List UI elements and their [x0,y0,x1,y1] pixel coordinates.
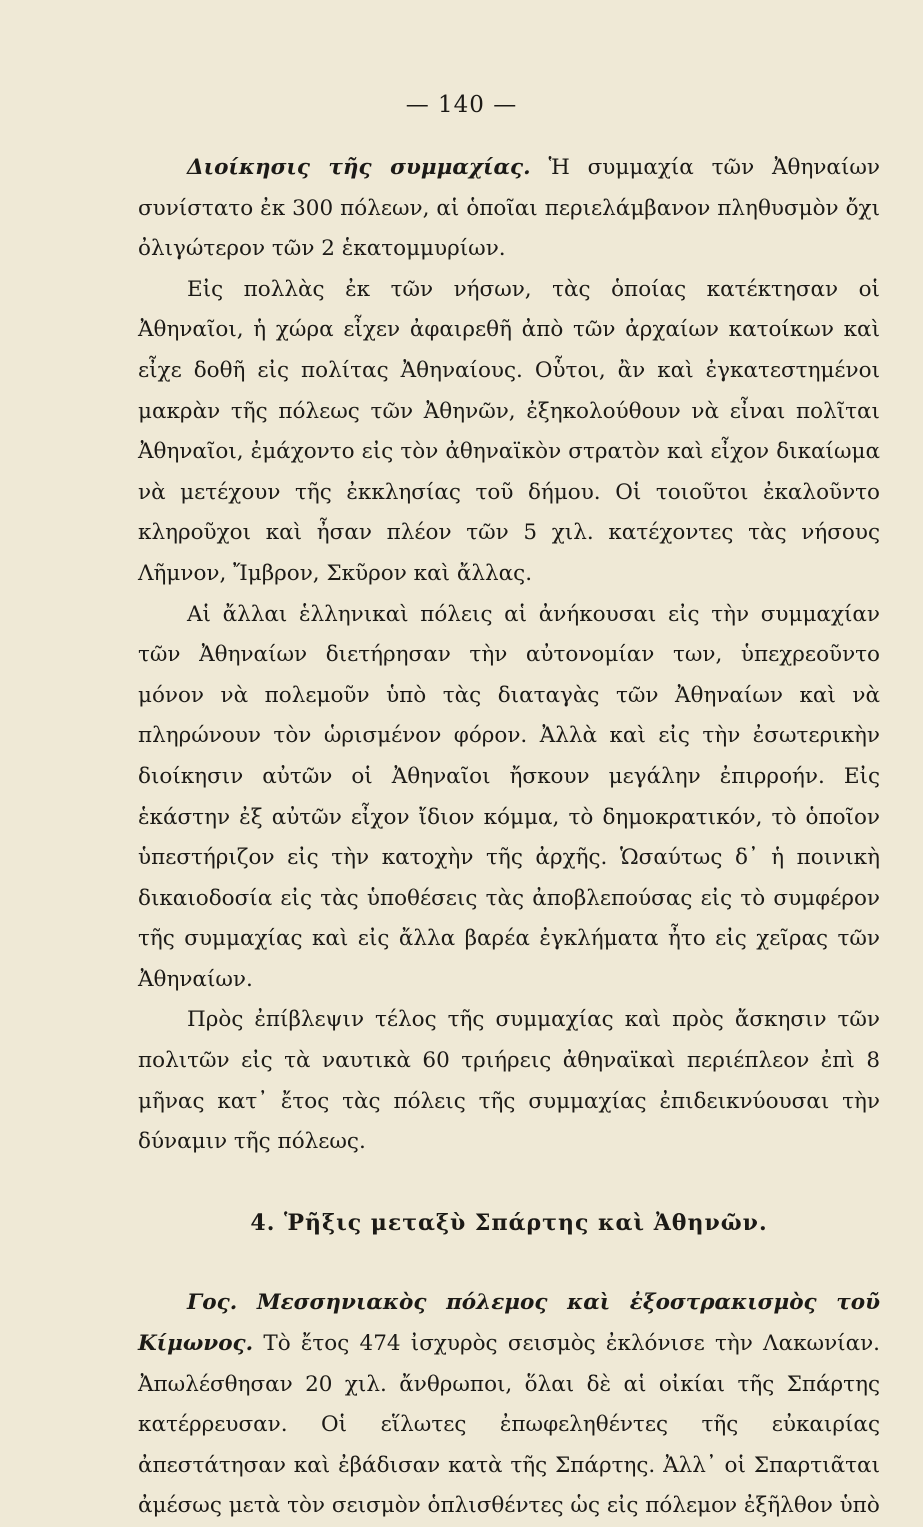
section-heading: 4. Ῥῆξις μεταξὺ Σπάρτης καὶ Ἀθηνῶν. [250,1209,768,1236]
paragraph-fleet: Πρὸς ἐπίβλεψιν τέλος τῆς συμμαχίας καὶ πρὸς ἄσκησιν τῶν πολιτῶν εἰς τὰ ναυτικὰ 60 τριήρεις ἀθηναϊκαὶ περιέπλεον ἐπὶ 8 μῆνας κατ᾽ ἔτος τὰς πόλεις τῆς συμμαχίας ἐπιδεικνύουσαι τὴν δύναμιν τῆς πόλεως. [138,1007,880,1155]
paragraph-text: Ἡ συμμαχία τῶν Ἀθηναίων συνίστατο ἐκ 300 πόλεων, αἱ ὁποῖαι περιελάμβανον πληθυσμὸν ὄχι ὀλιγώτερον τῶν 2 ἑκατομμυρίων. [138,155,880,262]
page-body [138,148,880,1527]
page-number: — 140 — [405,92,518,118]
run-in-title: Γος. Μεσσηνιακὸς πόλεμος καὶ ἐξοστρακισμὸς τοῦ Κίμωνος. [138,1290,880,1357]
paragraph-allied-cities: Αἱ ἄλλαι ἑλληνικαὶ πόλεις αἱ ἀνήκουσαι εἰς τὴν συμμαχίαν τῶν Ἀθηναίων διετήρησαν τὴν αὐτονομίαν των, ὑπεχρεοῦντο μόνον νὰ πολεμοῦν ὑπὸ τὰς διαταγὰς τῶν Ἀθηναίων καὶ νὰ πληρώνουν τὸν ὡρισμένον φόρον. Ἀλλὰ καὶ εἰς τὴν ἐσωτερικὴν διοίκησιν αὐτῶν οἱ Ἀθηναῖοι ἤσκουν μεγάλην ἐπιρροήν. Εἰς ἑκάστην ἐξ αὐτῶν εἶχον ἴδιον κόμμα, τὸ δημοκρατικόν, τὸ ὁποῖον ὑπεστήριζον εἰς τὴν κατοχὴν τῆς ἀρχῆς. Ὡσαύτως δ᾽ ἡ ποινικὴ δικαιοδοσία εἰς τὰς ὑποθέσεις τὰς ἀποβλεπούσας εἰς τὸ συμφέρον τῆς συμμαχίας καὶ εἰς ἄλλα βαρέα ἐγκλήματα ἦτο εἰς χεῖρας τῶν Ἀθηναίων. [138,601,880,992]
paragraph-administration [138,148,880,270]
paragraph-text: Τὸ ἔτος 474 ἰσχυρὸς σεισμὸς ἐκλόνισε τὴν Λακωνίαν. Ἀπωλέσθησαν 20 χιλ. ἄνθρωποι, ὅλαι δὲ αἱ οἰκίαι τῆς Σπάρτης κατέρρευσαν. Οἱ εἵλωτες ἐπωφεληθέντες τῆς εὐκαιρίας ἀπεστάτησαν καὶ ἐβάδισαν κατὰ τῆς Σπάρτης. Ἀλλ᾽ οἱ Σπαρτιᾶται ἀμέσως μετὰ τὸν σεισμὸν ὁπλισθέντες ὡς εἰς πόλεμον ἐξῆλθον ὑπὸ [138,1331,880,1519]
paragraph-messenian-war [138,1283,880,1527]
paragraph-cleruchs: Εἰς πολλὰς ἐκ τῶν νήσων, τὰς ὁποίας κατέκτησαν οἱ Ἀθηναῖοι, ἡ χώρα εἶχεν ἀφαιρεθῆ ἀπὸ τῶν ἀρχαίων κατοίκων καὶ εἶχε δοθῆ εἰς πολίτας Ἀθηναίους. Οὗτοι, ἂν καὶ ἐγκατεστημένοι μακρὰν τῆς πόλεως τῶν Ἀθηνῶν, ἐξηκολούθουν νὰ εἶναι πολῖται Ἀθηναῖοι, ἐμάχοντο εἰς τὸν ἀθηναϊκὸν στρατὸν καὶ εἶχον δικαίωμα νὰ μετέχουν τῆς ἐκκλησίας τοῦ δήμου. Οἱ τοιοῦτοι ἐκαλοῦντο κληροῦχοι καὶ ἦσαν πλέον τῶν 5 χιλ. κατέχοντες τὰς νήσους Λῆμνον, Ἴμβρον, Σκῦρον καὶ ἄλλας. [138,276,880,586]
run-in-title: Διοίκησις τῆς συμμαχίας. [187,155,531,180]
